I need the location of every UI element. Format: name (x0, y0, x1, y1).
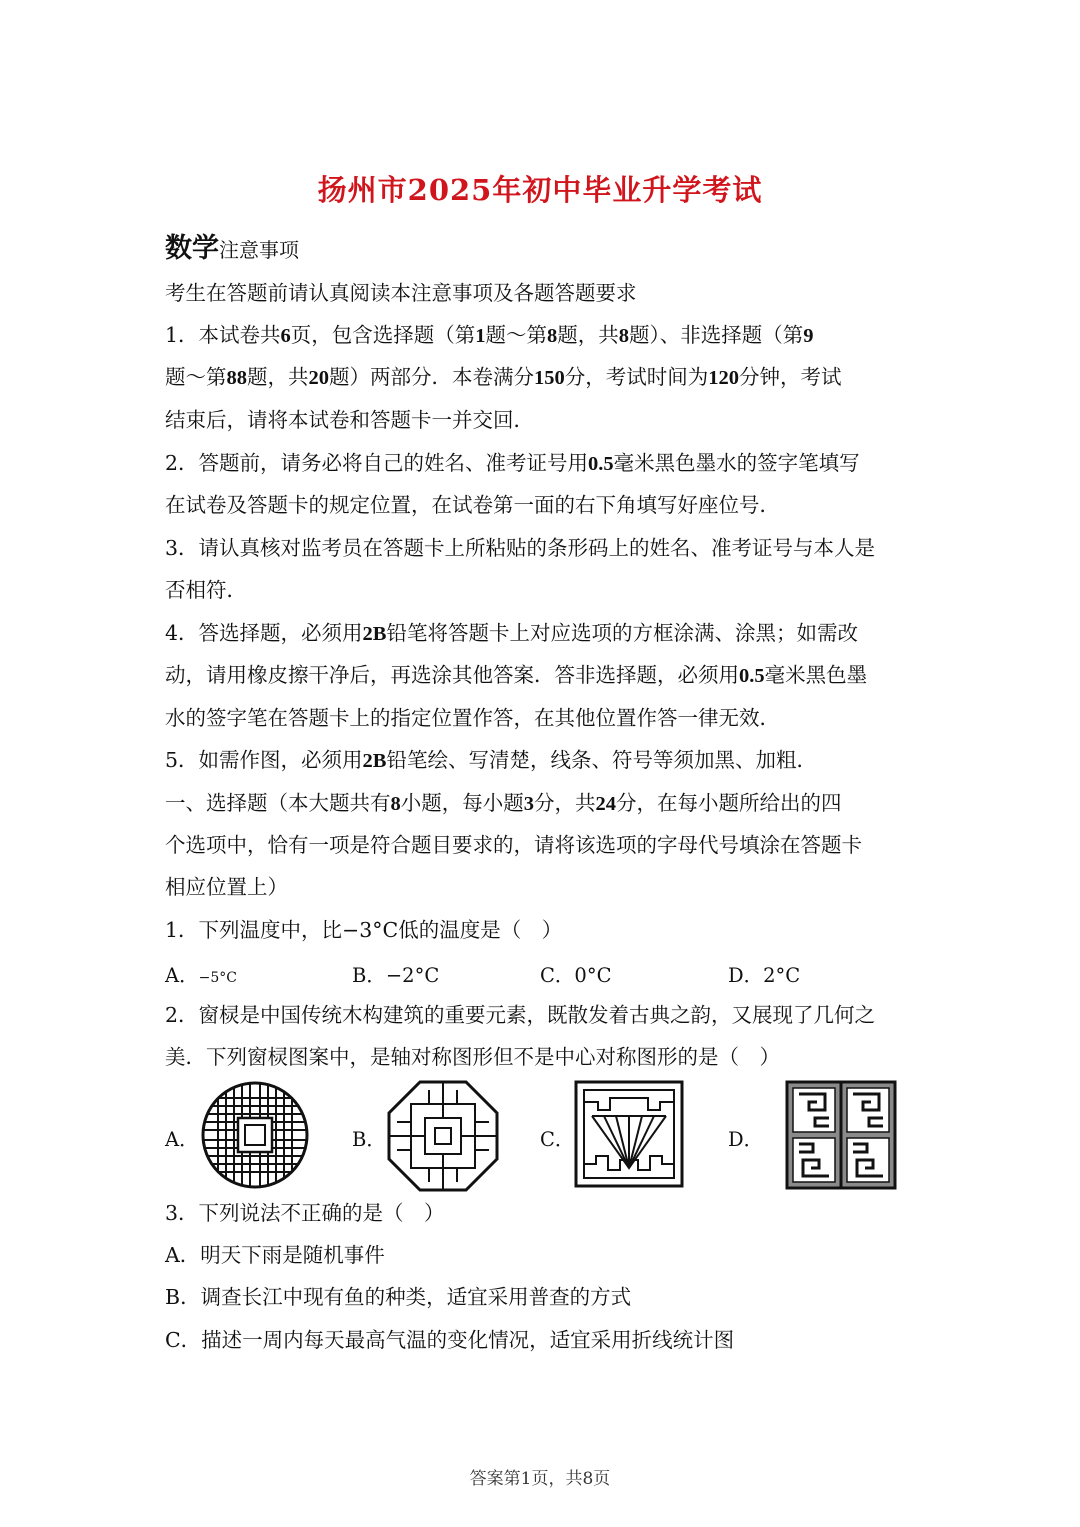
note-3-line-2: 否相符． (165, 578, 247, 602)
note-4-line-1: 4．答选择题，必须用2B铅笔将答题卡上对应选项的方框涂满、涂黑；如需改 (165, 621, 858, 645)
note-2-line-2: 在试卷及答题卡的规定位置，在试卷第一面的右下角填写好座位号． (165, 493, 780, 517)
note-1-line-1: 1．本试卷共6页，包含选择题（第1题～第8题，共8题）、非选择题（第9 (165, 323, 814, 347)
subject-name: 数学 (165, 233, 219, 264)
note-3-line-1: 3．请认真核对监考员在答题卡上所粘贴的条形码上的姓名、准考证号与本人是 (165, 536, 876, 560)
note-2-line-1: 2．答题前，请务必将自己的姓名、准考证号用0.5毫米黑色墨水的签字笔填写 (165, 451, 860, 475)
exam-title: 扬州市2025年初中毕业升学考试 (317, 173, 763, 207)
q2-label-a: A． (165, 1128, 199, 1151)
question-2-stem-line-1: 2．窗棂是中国传统木构建筑的重要元素，既散发着古典之韵，又展现了几何之 (165, 1003, 876, 1027)
q2-label-d: D． (728, 1128, 764, 1151)
note-1-line-3: 结束后，请将本试卷和答题卡一并交回． (165, 408, 534, 432)
question-1-stem: 1．下列温度中，比−3°C低的温度是（ ） (165, 918, 563, 942)
section-1-line-1: 一、选择题（本大题共有8小题，每小题3分，共24分，在每小题所给出的四 (165, 791, 842, 815)
note-1-line-2: 题～第88题，共20题）两部分．本卷满分150分，考试时间为120分钟，考试 (165, 365, 842, 389)
note-4-line-3: 水的签字笔在答题卡上的指定位置作答，在其他位置作答一律无效． (165, 706, 780, 730)
q3-option-b: B．调查长江中现有鱼的种类，适宜采用普查的方式 (165, 1285, 632, 1309)
q1-option-c: C．0°C (540, 964, 612, 987)
note-5: 5．如需作图，必须用2B铅笔绘、写清楚，线条、符号等须加黑、加粗． (165, 748, 817, 772)
q3-option-c: C．描述一周内每天最高气温的变化情况，适宜采用折线统计图 (165, 1328, 735, 1352)
section-1-line-3: 相应位置上） (165, 875, 288, 899)
q2-label-c: C． (540, 1128, 575, 1151)
subject-heading (165, 226, 299, 265)
q2-label-b: B． (352, 1128, 386, 1151)
question-3-stem: 3．下列说法不正确的是（ ） (165, 1201, 445, 1225)
window-lattice-b-figure (387, 1080, 499, 1192)
note-4-line-2: 动，请用橡皮擦干净后，再选涂其他答案．答非选择题，必须用0.5毫米黑色墨 (165, 663, 868, 687)
section-1-line-2: 个选项中，恰有一项是符合题目要求的，请将该选项的字母代号填涂在答题卡 (165, 833, 862, 857)
notice-heading: 注意事项 (219, 238, 299, 262)
page-footer: 答案第1页，共8页 (469, 1469, 611, 1489)
q3-option-a: A．明天下雨是随机事件 (165, 1243, 385, 1267)
q1-option-b: B．−2°C (352, 964, 440, 987)
window-lattice-d-figure (785, 1080, 897, 1190)
window-lattice-a-figure (200, 1080, 310, 1190)
window-lattice-c-figure (574, 1080, 684, 1188)
q1-option-a: A．−5°C (165, 964, 237, 987)
question-2-stem-line-2: 美．下列窗棂图案中，是轴对称图形但不是中心对称图形的是（ ） (165, 1045, 780, 1069)
intro-text: 考生在答题前请认真阅读本注意事项及各题答题要求 (165, 281, 637, 305)
q1-option-d: D．2°C (728, 964, 801, 987)
